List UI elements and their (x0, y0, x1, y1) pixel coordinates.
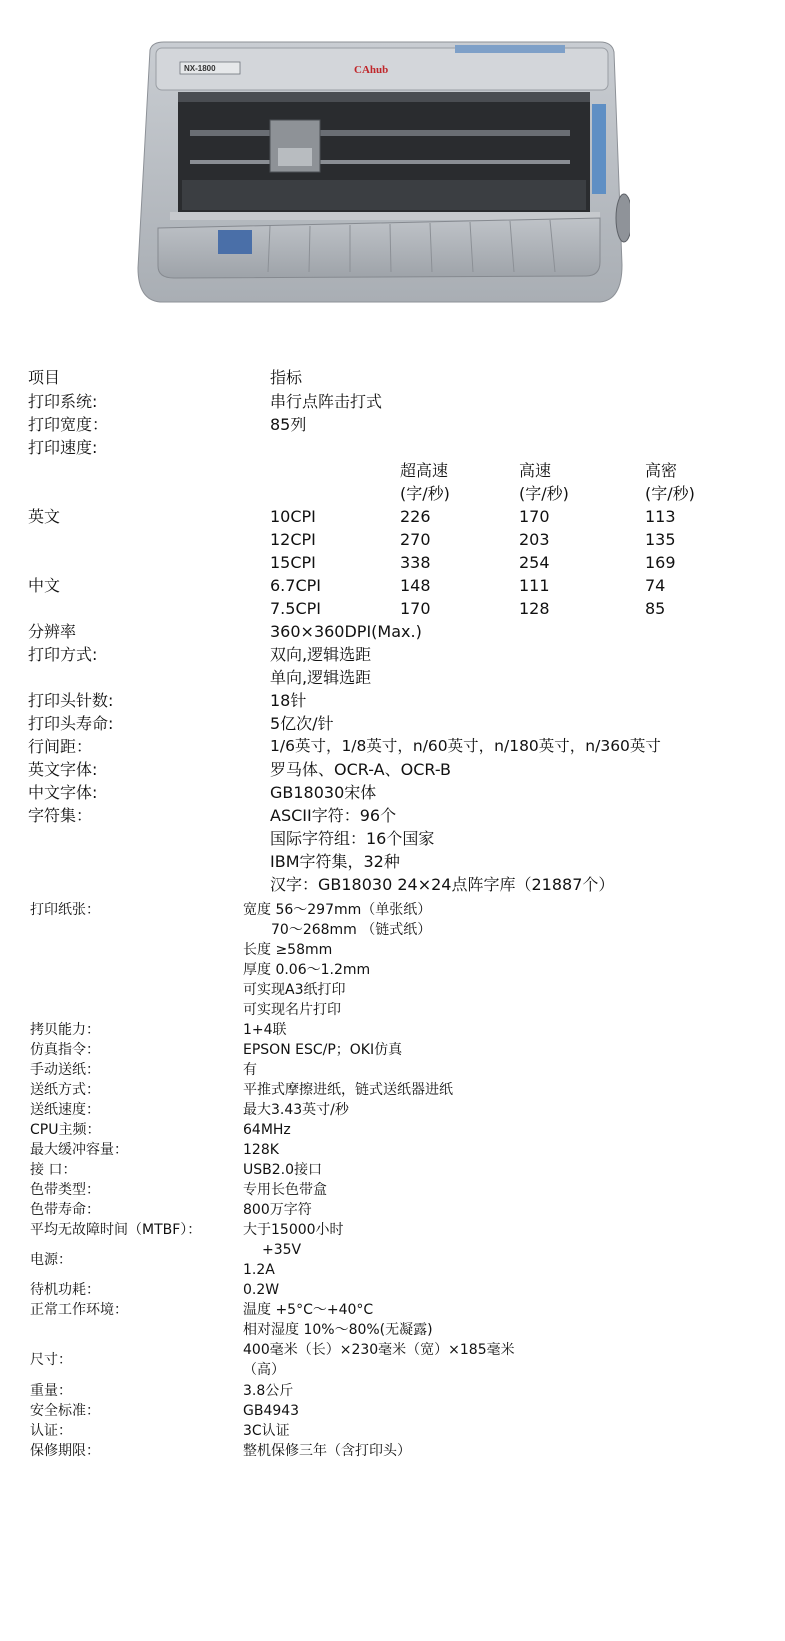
speed-col-name: 超高速 (400, 461, 449, 480)
ribbon-life-label: 色带寿命： (30, 1202, 100, 1218)
print-width-label: 打印宽度： (28, 415, 109, 434)
certification-value: 3C认证 (243, 1423, 290, 1439)
print-mode-value: 单向,逻辑选距 (270, 668, 372, 687)
standby-value: 0.2W (243, 1282, 280, 1298)
header-item: 项目 (28, 368, 61, 387)
paper-label: 打印纸张： (30, 902, 100, 918)
print-system-value: 串行点阵击打式 (270, 392, 383, 411)
speed-value: 270 (400, 530, 431, 549)
resolution-label: 分辨率 (28, 622, 77, 641)
weight-label: 重量： (30, 1383, 72, 1399)
ribbon-life-value: 800万字符 (243, 1202, 312, 1218)
environment-value: 温度 +5°C～+40°C (243, 1302, 374, 1318)
speed-value: 111 (519, 576, 550, 595)
manual-feed-value: 有 (243, 1062, 257, 1078)
speed-value: 135 (645, 530, 676, 549)
printer-product-image (130, 40, 630, 310)
safety-value: GB4943 (243, 1403, 300, 1419)
copy-label: 拷贝能力： (30, 1022, 100, 1038)
power-value: 1.2A (243, 1262, 275, 1278)
pins-value: 18针 (270, 691, 307, 710)
header-value: 指标 (270, 368, 303, 387)
speed-cpi: 12CPI (270, 530, 316, 549)
paper-value: 可实现A3纸打印 (243, 982, 346, 998)
paper-value: 70～268mm （链式纸） (271, 922, 432, 938)
ribbon-type-value: 专用长色带盒 (243, 1182, 327, 1198)
warranty-value: 整机保修三年（含打印头） (243, 1443, 411, 1459)
speed-value: 148 (400, 576, 431, 595)
printer-model-label: NX-1800 (184, 64, 216, 73)
speed-value: 203 (519, 530, 550, 549)
charset-value: ASCII字符：96个 (270, 806, 397, 825)
cn-fonts-value: GB18030宋体 (270, 783, 377, 802)
interface-value: USB2.0接口 (243, 1162, 323, 1178)
speed-value: 254 (519, 553, 550, 572)
print-speed-label: 打印速度: (28, 438, 98, 457)
cn-fonts-label: 中文字体: (28, 783, 98, 802)
feed-speed-value: 最大3.43英寸/秒 (243, 1102, 349, 1118)
speed-value: 170 (519, 507, 550, 526)
speed-cpi: 7.5CPI (270, 599, 321, 618)
size-label: 尺寸： (30, 1352, 72, 1368)
manual-feed-label: 手动送纸： (30, 1062, 100, 1078)
speed-value: 74 (645, 576, 666, 595)
speed-value: 169 (645, 553, 676, 572)
size-value: （高） (243, 1362, 285, 1378)
charset-value: 国际字符组：16个国家 (270, 829, 435, 848)
emulation-label: 仿真指令： (30, 1042, 100, 1058)
size-value: 400毫米（长）×230毫米（宽）×185毫米 (243, 1342, 515, 1358)
buffer-value: 128K (243, 1142, 279, 1158)
speed-value: 338 (400, 553, 431, 572)
head-life-value: 5亿次/针 (270, 714, 334, 733)
speed-value: 170 (400, 599, 431, 618)
speed-col-name: 高速 (519, 461, 552, 480)
speed-col-name: 高密 (645, 461, 678, 480)
charset-value: IBM字符集，32种 (270, 852, 400, 871)
feed-speed-label: 送纸速度： (30, 1102, 100, 1118)
speed-col-unit: (字/秒) (400, 484, 450, 503)
print-width-value: 85列 (270, 415, 307, 434)
line-spacing-value: 1/6英寸，1/8英寸，n/60英寸，n/180英寸，n/360英寸 (270, 737, 661, 755)
pins-label: 打印头针数: (28, 691, 114, 710)
cpu-label: CPU主频： (30, 1122, 101, 1138)
copy-value: 1+4联 (243, 1022, 287, 1038)
speed-value: 85 (645, 599, 666, 618)
speed-value: 128 (519, 599, 550, 618)
power-value: +35V (262, 1242, 302, 1258)
buffer-label: 最大缓冲容量： (30, 1142, 128, 1158)
paper-value: 可实现名片打印 (243, 1002, 341, 1018)
feed-method-label: 送纸方式： (30, 1082, 100, 1098)
paper-value: 宽度 56～297mm（单张纸） (243, 902, 432, 918)
mtbf-label: 平均无故障时间（MTBF）： (30, 1222, 202, 1238)
resolution-value: 360×360DPI(Max.) (270, 622, 422, 641)
en-fonts-label: 英文字体: (28, 760, 98, 779)
standby-label: 待机功耗： (30, 1282, 100, 1298)
environment-label: 正常工作环境： (30, 1302, 128, 1318)
weight-value: 3.8公斤 (243, 1383, 294, 1399)
paper-value: 厚度 0.06～1.2mm (243, 962, 371, 978)
interface-label: 接 口： (30, 1162, 77, 1178)
power-label: 电源： (30, 1252, 72, 1268)
cpu-value: 64MHz (243, 1122, 291, 1138)
print-mode-label: 打印方式: (28, 645, 98, 664)
speed-col-unit: (字/秒) (519, 484, 569, 503)
emulation-value: EPSON ESC/P；OKI仿真 (243, 1042, 403, 1058)
speed-col-unit: (字/秒) (645, 484, 695, 503)
mtbf-value: 大于15000小时 (243, 1222, 344, 1238)
charset-label: 字符集： (28, 806, 93, 825)
speed-group-label: 中文 (28, 576, 61, 595)
safety-label: 安全标准： (30, 1403, 100, 1419)
environment-value: 相对湿度 10%～80%(无凝露) (243, 1322, 433, 1338)
certification-label: 认证： (30, 1423, 72, 1439)
feed-method-value: 平推式摩擦进纸，链式送纸器进纸 (243, 1082, 453, 1098)
head-life-label: 打印头寿命: (28, 714, 114, 733)
charset-value: 汉字：GB18030 24×24点阵字库（21887个） (270, 875, 615, 894)
speed-group-label: 英文 (28, 507, 61, 526)
print-system-label: 打印系统: (28, 392, 98, 411)
speed-cpi: 10CPI (270, 507, 316, 526)
printer-brand-logo: CAhub (354, 64, 389, 76)
speed-value: 226 (400, 507, 431, 526)
speed-value: 113 (645, 507, 676, 526)
line-spacing-label: 行间距： (28, 737, 93, 756)
paper-value: 长度 ≥58mm (243, 942, 333, 958)
ribbon-type-label: 色带类型： (30, 1182, 100, 1198)
en-fonts-value: 罗马体、OCR-A、OCR-B (270, 760, 452, 779)
speed-cpi: 15CPI (270, 553, 316, 572)
print-mode-value: 双向,逻辑选距 (270, 645, 372, 664)
warranty-label: 保修期限： (30, 1443, 100, 1459)
speed-cpi: 6.7CPI (270, 576, 321, 595)
